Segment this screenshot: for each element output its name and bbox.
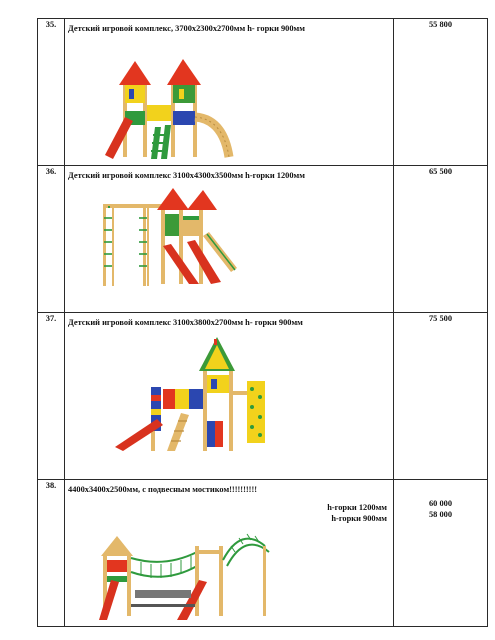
item-number: 37. bbox=[38, 313, 65, 480]
item-price: 75 500 bbox=[394, 313, 488, 480]
slide-height-1200: h-горки 1200мм bbox=[327, 503, 387, 512]
table-row bbox=[38, 313, 488, 480]
item-description bbox=[65, 166, 394, 313]
playground-climbing-wall-icon bbox=[111, 331, 271, 455]
price-1200: 60 000 bbox=[428, 499, 453, 508]
table-row bbox=[38, 166, 488, 313]
item-number: 38. bbox=[38, 480, 65, 627]
playground-suspension-bridge-icon bbox=[95, 516, 285, 624]
item-description bbox=[65, 19, 394, 166]
playground-ladder-monkeybars-icon bbox=[99, 186, 249, 294]
playground-double-tower-icon bbox=[103, 55, 253, 161]
item-title: Детский игровой комплекс, 3700х2300х2700мм h- горки 900мм bbox=[68, 24, 305, 33]
item-description bbox=[65, 313, 394, 480]
item-title: 4400х3400х2500мм, с подвесным мостиком!!!!!!!!!! bbox=[68, 485, 258, 494]
item-title: Детский игровой комплекс 3100х4300х3500мм h-горки 1200мм bbox=[68, 171, 305, 180]
item-number: 36. bbox=[38, 166, 65, 313]
table-row bbox=[38, 480, 488, 627]
slide-height-900: h-горки 900мм bbox=[331, 514, 387, 523]
table-row bbox=[38, 19, 488, 166]
item-price: 55 800 bbox=[394, 19, 488, 166]
item-description bbox=[65, 480, 394, 627]
item-price: 65 500 bbox=[394, 166, 488, 313]
price-900: 58 000 bbox=[428, 510, 453, 519]
item-price bbox=[394, 480, 488, 627]
item-number: 35. bbox=[38, 19, 65, 166]
product-table bbox=[37, 18, 488, 627]
item-title: Детский игровой комплекс 3100х3800х2700мм h- горки 900мм bbox=[68, 318, 303, 327]
